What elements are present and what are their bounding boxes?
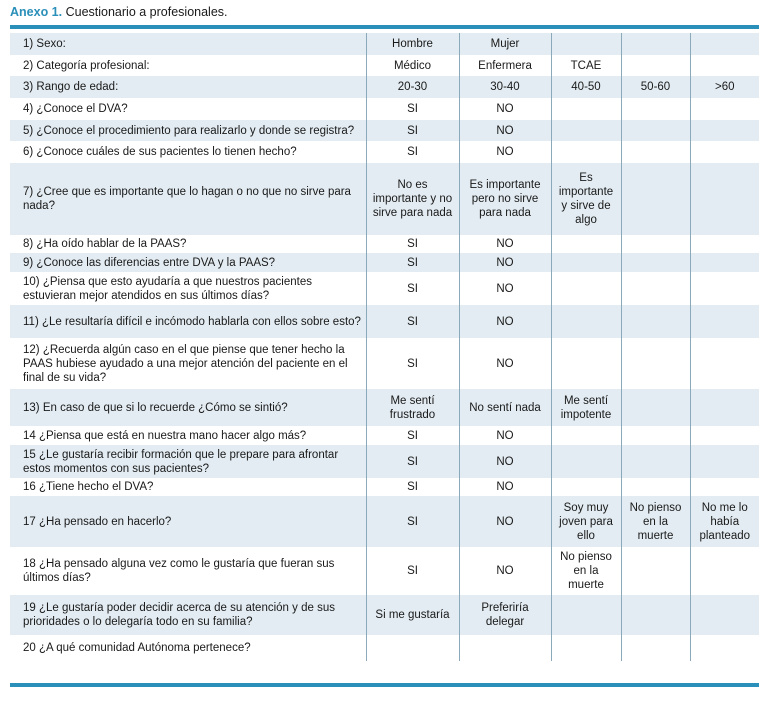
answer-cell bbox=[690, 635, 759, 661]
answer-cell bbox=[690, 426, 759, 445]
answer-cell bbox=[459, 141, 551, 163]
answer-cell bbox=[551, 55, 621, 76]
table-row bbox=[10, 305, 759, 338]
answer-option: No pienso en la muerte bbox=[629, 501, 682, 542]
answer-cell bbox=[690, 305, 759, 338]
question-cell: 1) Sexo: bbox=[10, 33, 366, 55]
answer-cell bbox=[459, 55, 551, 76]
top-rule bbox=[10, 25, 759, 29]
answer-option: SI bbox=[407, 315, 418, 328]
answer-cell bbox=[366, 426, 459, 445]
answer-cell bbox=[551, 33, 621, 55]
answer-cell bbox=[366, 235, 459, 253]
answer-option: No sentí nada bbox=[469, 401, 541, 414]
answer-cell bbox=[366, 272, 459, 305]
answer-cell bbox=[366, 445, 459, 478]
answer-cell bbox=[621, 272, 690, 305]
answer-cell bbox=[551, 98, 621, 120]
table-row bbox=[10, 272, 759, 305]
answer-option: 50-60 bbox=[640, 81, 671, 93]
table-row bbox=[10, 253, 759, 272]
question-cell: 10) ¿Piensa que esto ayudaría a que nuestros pacientes estuvieran mejor atendidos en sus últimos días? bbox=[10, 272, 366, 305]
answer-cell bbox=[690, 338, 759, 389]
answer-option: No pienso en la muerte bbox=[560, 551, 612, 591]
answer-cell bbox=[366, 496, 459, 547]
answer-option: NO bbox=[496, 238, 514, 250]
question-cell: 7) ¿Cree que es importante que lo hagan o no que no sirve para nada? bbox=[10, 163, 366, 235]
question-cell: 9) ¿Conoce las diferencias entre DVA y la PAAS? bbox=[10, 253, 366, 272]
answer-cell bbox=[621, 338, 690, 389]
question-cell: 13) En caso de que si lo recuerde ¿Cómo se sintió? bbox=[10, 389, 366, 426]
table-caption bbox=[10, 5, 228, 19]
answer-cell bbox=[459, 478, 551, 496]
answer-cell bbox=[690, 235, 759, 253]
answer-cell bbox=[459, 426, 551, 445]
answer-option: SI bbox=[407, 565, 418, 577]
answer-option: NO bbox=[496, 481, 514, 493]
answer-cell bbox=[551, 235, 621, 253]
question-cell: 15 ¿Le gustaría recibir formación que le prepare para afrontar estos momentos con sus pacientes? bbox=[10, 445, 366, 478]
answer-option: NO bbox=[496, 146, 514, 158]
question-cell: 3) Rango de edad: bbox=[10, 76, 366, 98]
answer-cell bbox=[366, 141, 459, 163]
answer-option: SI bbox=[407, 103, 418, 115]
answer-cell bbox=[690, 547, 759, 595]
answer-option: NO bbox=[496, 103, 514, 115]
table-row bbox=[10, 98, 759, 120]
answer-cell bbox=[459, 235, 551, 253]
answer-cell bbox=[621, 595, 690, 635]
answer-cell bbox=[551, 635, 621, 661]
question-cell: 19 ¿Le gustaría poder decidir acerca de su atención y de sus prioridades o lo delegaría todo en su familia? bbox=[10, 595, 366, 635]
answer-cell bbox=[366, 547, 459, 595]
table-row bbox=[10, 496, 759, 547]
answer-cell bbox=[621, 389, 690, 426]
answer-option: NO bbox=[496, 256, 514, 269]
answer-cell bbox=[621, 98, 690, 120]
answer-cell bbox=[621, 496, 690, 547]
question-cell: 8) ¿Ha oído hablar de la PAAS? bbox=[10, 235, 366, 253]
answer-cell bbox=[690, 141, 759, 163]
answer-option: SI bbox=[407, 429, 418, 442]
answer-cell bbox=[366, 33, 459, 55]
table-row bbox=[10, 163, 759, 235]
question-cell: 6) ¿Conoce cuáles de sus pacientes lo tienen hecho? bbox=[10, 141, 366, 163]
question-cell: 14 ¿Piensa que está en nuestra mano hacer algo más? bbox=[10, 426, 366, 445]
answer-cell bbox=[690, 496, 759, 547]
answer-option: NO bbox=[496, 429, 514, 442]
answer-cell bbox=[459, 98, 551, 120]
answer-cell bbox=[621, 635, 690, 661]
answer-cell bbox=[459, 76, 551, 98]
question-cell: 5) ¿Conoce el procedimiento para realizarlo y donde se registra? bbox=[10, 120, 366, 141]
answer-cell bbox=[621, 120, 690, 141]
question-cell: 11) ¿Le resultaría difícil e incómodo hablarla con ellos sobre esto? bbox=[10, 305, 366, 338]
question-cell: 12) ¿Recuerda algún caso en el que piense que tener hecho la PAAS hubiese ayudado a una mejor atención del paciente en el final de su vida? bbox=[10, 338, 366, 389]
answer-option: SI bbox=[407, 357, 418, 370]
table-row bbox=[10, 595, 759, 635]
answer-cell bbox=[459, 120, 551, 141]
table-row bbox=[10, 547, 759, 595]
table-row bbox=[10, 478, 759, 496]
answer-option: Me sentí impotente bbox=[560, 394, 612, 421]
answer-cell bbox=[459, 272, 551, 305]
answer-cell bbox=[366, 338, 459, 389]
answer-cell bbox=[621, 426, 690, 445]
answer-cell bbox=[621, 163, 690, 235]
answer-cell bbox=[366, 305, 459, 338]
answer-option: Enfermera bbox=[478, 59, 532, 72]
answer-cell bbox=[621, 478, 690, 496]
answer-option: >60 bbox=[714, 81, 735, 93]
table-row bbox=[10, 141, 759, 163]
answer-option: NO bbox=[496, 565, 514, 577]
bottom-rule bbox=[10, 683, 759, 687]
questionnaire-table bbox=[10, 33, 759, 661]
answer-option: Soy muy joven para ello bbox=[559, 501, 613, 542]
table-row bbox=[10, 76, 759, 98]
answer-cell bbox=[690, 445, 759, 478]
answer-cell bbox=[551, 76, 621, 98]
answer-option: SI bbox=[407, 515, 418, 528]
answer-cell bbox=[551, 595, 621, 635]
answer-cell bbox=[366, 98, 459, 120]
answer-option: SI bbox=[407, 481, 418, 493]
table-row bbox=[10, 426, 759, 445]
answer-cell bbox=[366, 120, 459, 141]
answer-cell bbox=[690, 272, 759, 305]
answer-option: No es importante y no sirve para nada bbox=[372, 179, 453, 219]
table-row bbox=[10, 445, 759, 478]
answer-cell bbox=[621, 445, 690, 478]
question-cell: 17 ¿Ha pensado en hacerlo? bbox=[10, 496, 366, 547]
answer-cell bbox=[459, 338, 551, 389]
table-row bbox=[10, 120, 759, 141]
answer-option: TCAE bbox=[570, 59, 602, 72]
answer-option: NO bbox=[496, 282, 514, 295]
answer-cell bbox=[621, 547, 690, 595]
answer-option: No me lo había planteado bbox=[699, 501, 751, 542]
caption-title: Cuestionario a profesionales. bbox=[65, 5, 228, 19]
answer-cell bbox=[690, 33, 759, 55]
answer-cell bbox=[690, 163, 759, 235]
answer-option: Médico bbox=[393, 59, 432, 72]
question-cell: 20 ¿A qué comunidad Autónoma pertenece? bbox=[10, 635, 366, 661]
question-cell: 16 ¿Tiene hecho el DVA? bbox=[10, 478, 366, 496]
answer-cell bbox=[366, 163, 459, 235]
answer-option: SI bbox=[407, 256, 418, 269]
answer-cell bbox=[551, 120, 621, 141]
answer-option: 40-50 bbox=[571, 81, 601, 93]
answer-cell bbox=[366, 389, 459, 426]
answer-cell bbox=[690, 120, 759, 141]
answer-cell bbox=[621, 141, 690, 163]
table-row bbox=[10, 235, 759, 253]
answer-cell bbox=[459, 163, 551, 235]
answer-option: NO bbox=[496, 455, 514, 468]
answer-cell bbox=[551, 163, 621, 235]
answer-cell bbox=[690, 478, 759, 496]
answer-cell bbox=[621, 305, 690, 338]
table-row bbox=[10, 338, 759, 389]
answer-option: Es importante y sirve de algo bbox=[558, 172, 614, 226]
answer-option: Preferiría delegar bbox=[481, 602, 529, 628]
question-cell: 18 ¿Ha pensado alguna vez como le gustaría que fueran sus últimos días? bbox=[10, 547, 366, 595]
answer-cell bbox=[551, 496, 621, 547]
table-row bbox=[10, 33, 759, 55]
answer-cell bbox=[690, 595, 759, 635]
answer-option: 30-40 bbox=[490, 81, 520, 93]
answer-cell bbox=[551, 305, 621, 338]
answer-option: Me sentí frustrado bbox=[389, 394, 436, 421]
answer-cell bbox=[551, 426, 621, 445]
answer-cell bbox=[621, 55, 690, 76]
answer-cell bbox=[459, 547, 551, 595]
answer-option: SI bbox=[407, 124, 418, 137]
table-row bbox=[10, 635, 759, 661]
answer-cell bbox=[366, 478, 459, 496]
answer-option: NO bbox=[496, 357, 514, 370]
answer-option: SI bbox=[407, 282, 418, 295]
answer-cell bbox=[366, 55, 459, 76]
answer-option: Mujer bbox=[490, 38, 520, 50]
answer-cell bbox=[621, 253, 690, 272]
answer-cell bbox=[621, 33, 690, 55]
caption-label: Anexo 1. bbox=[10, 5, 63, 19]
answer-cell bbox=[551, 547, 621, 595]
answer-cell bbox=[459, 595, 551, 635]
answer-cell bbox=[459, 496, 551, 547]
answer-option: SI bbox=[407, 455, 418, 468]
answer-cell bbox=[459, 635, 551, 661]
answer-cell bbox=[459, 445, 551, 478]
answer-cell bbox=[551, 389, 621, 426]
answer-option: SI bbox=[407, 146, 418, 158]
answer-cell bbox=[366, 76, 459, 98]
answer-cell bbox=[551, 272, 621, 305]
answer-cell bbox=[366, 253, 459, 272]
question-cell: 2) Categoría profesional: bbox=[10, 55, 366, 76]
answer-option: SI bbox=[407, 238, 418, 250]
answer-option: Si me gustaría bbox=[375, 609, 450, 621]
answer-option: 20-30 bbox=[397, 81, 428, 93]
answer-cell bbox=[690, 55, 759, 76]
answer-cell bbox=[621, 235, 690, 253]
answer-cell bbox=[690, 389, 759, 426]
answer-option: Es importante pero no sirve para nada bbox=[469, 179, 541, 219]
answer-cell bbox=[459, 253, 551, 272]
answer-option: NO bbox=[496, 515, 514, 528]
answer-option: NO bbox=[496, 315, 514, 328]
answer-cell bbox=[621, 76, 690, 98]
answer-cell bbox=[366, 595, 459, 635]
answer-cell bbox=[551, 445, 621, 478]
answer-cell bbox=[551, 253, 621, 272]
table-row bbox=[10, 55, 759, 76]
answer-cell bbox=[551, 141, 621, 163]
table-row bbox=[10, 389, 759, 426]
question-cell: 4) ¿Conoce el DVA? bbox=[10, 98, 366, 120]
answer-cell bbox=[690, 253, 759, 272]
answer-cell bbox=[690, 98, 759, 120]
answer-cell bbox=[459, 389, 551, 426]
answer-cell bbox=[366, 635, 459, 661]
answer-option: Hombre bbox=[392, 38, 433, 50]
answer-cell bbox=[551, 478, 621, 496]
answer-cell bbox=[690, 76, 759, 98]
answer-cell bbox=[551, 338, 621, 389]
answer-cell bbox=[459, 33, 551, 55]
answer-option: NO bbox=[496, 124, 514, 137]
answer-cell bbox=[459, 305, 551, 338]
